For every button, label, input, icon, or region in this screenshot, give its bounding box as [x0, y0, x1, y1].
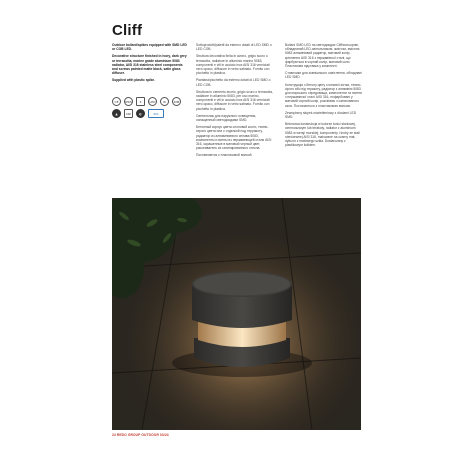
certification-icons [112, 97, 184, 118]
bollard-scene-image [112, 198, 361, 430]
page-footer: 24 REDO GROUP OUTDOOR 03/24 [112, 433, 169, 437]
description-italian-russian [196, 43, 274, 161]
class-ii-icon: II [136, 97, 145, 106]
ip65-icon: IP65 [124, 97, 133, 106]
led-icon: LED [148, 97, 157, 106]
paragraph: Struttura decorativa finita in avorio, grigio scuro o terracotta, radiatore in alluminio marino 5083, componenti e viti in acciaio inox AISI 316 verniciati nero opaco, diffusore in vetro satinato. Fornito con picchetto in plastica. [196, 54, 270, 76]
ik-rating-icon: IK [160, 97, 169, 106]
paragraph: Bollard SMD LED на светодиодах Cliff/кольорові, обладнаний LED-світильником, змістом, змістом 5083 алюмінієвий радіатор, матовий колір, кріплення AISI 316 з нержавіючої сталі, що фарбуються в чорний колір, матовий скло. Пластикова підставка у комплекті. [285, 43, 360, 69]
description-ukrainian-polish [285, 43, 363, 150]
paragraph: Supplied with plastic spike. [112, 78, 156, 83]
marine-grade-icon: SEA [148, 109, 164, 118]
paragraph: Светильник для наружного освещения, оснащенный светодиодами SMD. [196, 113, 257, 123]
ce-mark-icon: CE [112, 97, 121, 106]
paragraph: Поставляется с пластиковой вилкой. [196, 153, 253, 158]
page-title: Cliff [112, 22, 143, 39]
paragraph: Конструкція з бетону цвіту слонової кістки, темно-сірого або під теракоту, радіатор з алюмінію 5083 для морського середовища, компоненти та гвинти з нержавіючої сталі AISI 316, пофарбовані у матовий чорний колір, розсіювач з сатинованого скла. Постачається з пластиковою вилкою. [285, 82, 362, 108]
paragraph: Struttura in cemento avorio, grigio scuro o terracotta, radiatore in alluminio 5083, per uso marino, componenti e viti in acciaio inox AISI 316 verniciati nero opaco, diffusore in vetro satinato. Fornito con picchetto in plastica. [196, 89, 273, 111]
paragraph: Бетонный корпус цвета слоновой кости, темно-серого цвета или с отделкой под терракоту, радиатор из алюминиевого сплава 5083, компоненты и винты из нержавеющей стали AISI 316, окрашенные в матовый черный цвет, рассеиватель из сатинированного стекла. [196, 125, 272, 151]
product-photo [112, 198, 361, 430]
paragraph: Piantana/picchetto da esterno dotati di LED SMD o LED COB. [196, 78, 271, 87]
paragraph: Betonowa konstrukcja w kolorze kości słoniowej, ciemnoszarym lub terakoty, radiator z aluminium 5083 w wersji morskiej, komponenty i śruby ze stali nierdzewnej AISI 316, malowane na czarny mat, dyfuzor z matowego szkła. Dostarczany z plastikowym kołkiem. [285, 122, 360, 148]
dark-sky-icon: ◐ [136, 109, 145, 118]
description-english [112, 43, 187, 86]
paragraph: Outdoor bollard/spikes equipped with SMD LED or COB LED. [112, 43, 187, 52]
paragraph: Zewnętrzny słupek oświetleniowy z diodami LED SMD. [285, 110, 357, 120]
paragraph: Sottoprodotti/paletti da esterno dotati di LED SMD o LED COB. [196, 43, 272, 52]
dimmable-icon: DIM [172, 97, 181, 106]
cri-icon: CRI [124, 109, 133, 118]
lamp-direction-icon: ▲ [112, 109, 121, 118]
paragraph: Decorative structure finished in ivory, dark grey or terracotta, marine grade aluminium 5083 radiator, AISI 316 stainless steel components and screws painted matte black, satin glass diffuser. [112, 54, 187, 76]
paragraph: Стовпчики для зовнішнього освітлення, обладнані LED SMD. [285, 71, 362, 80]
